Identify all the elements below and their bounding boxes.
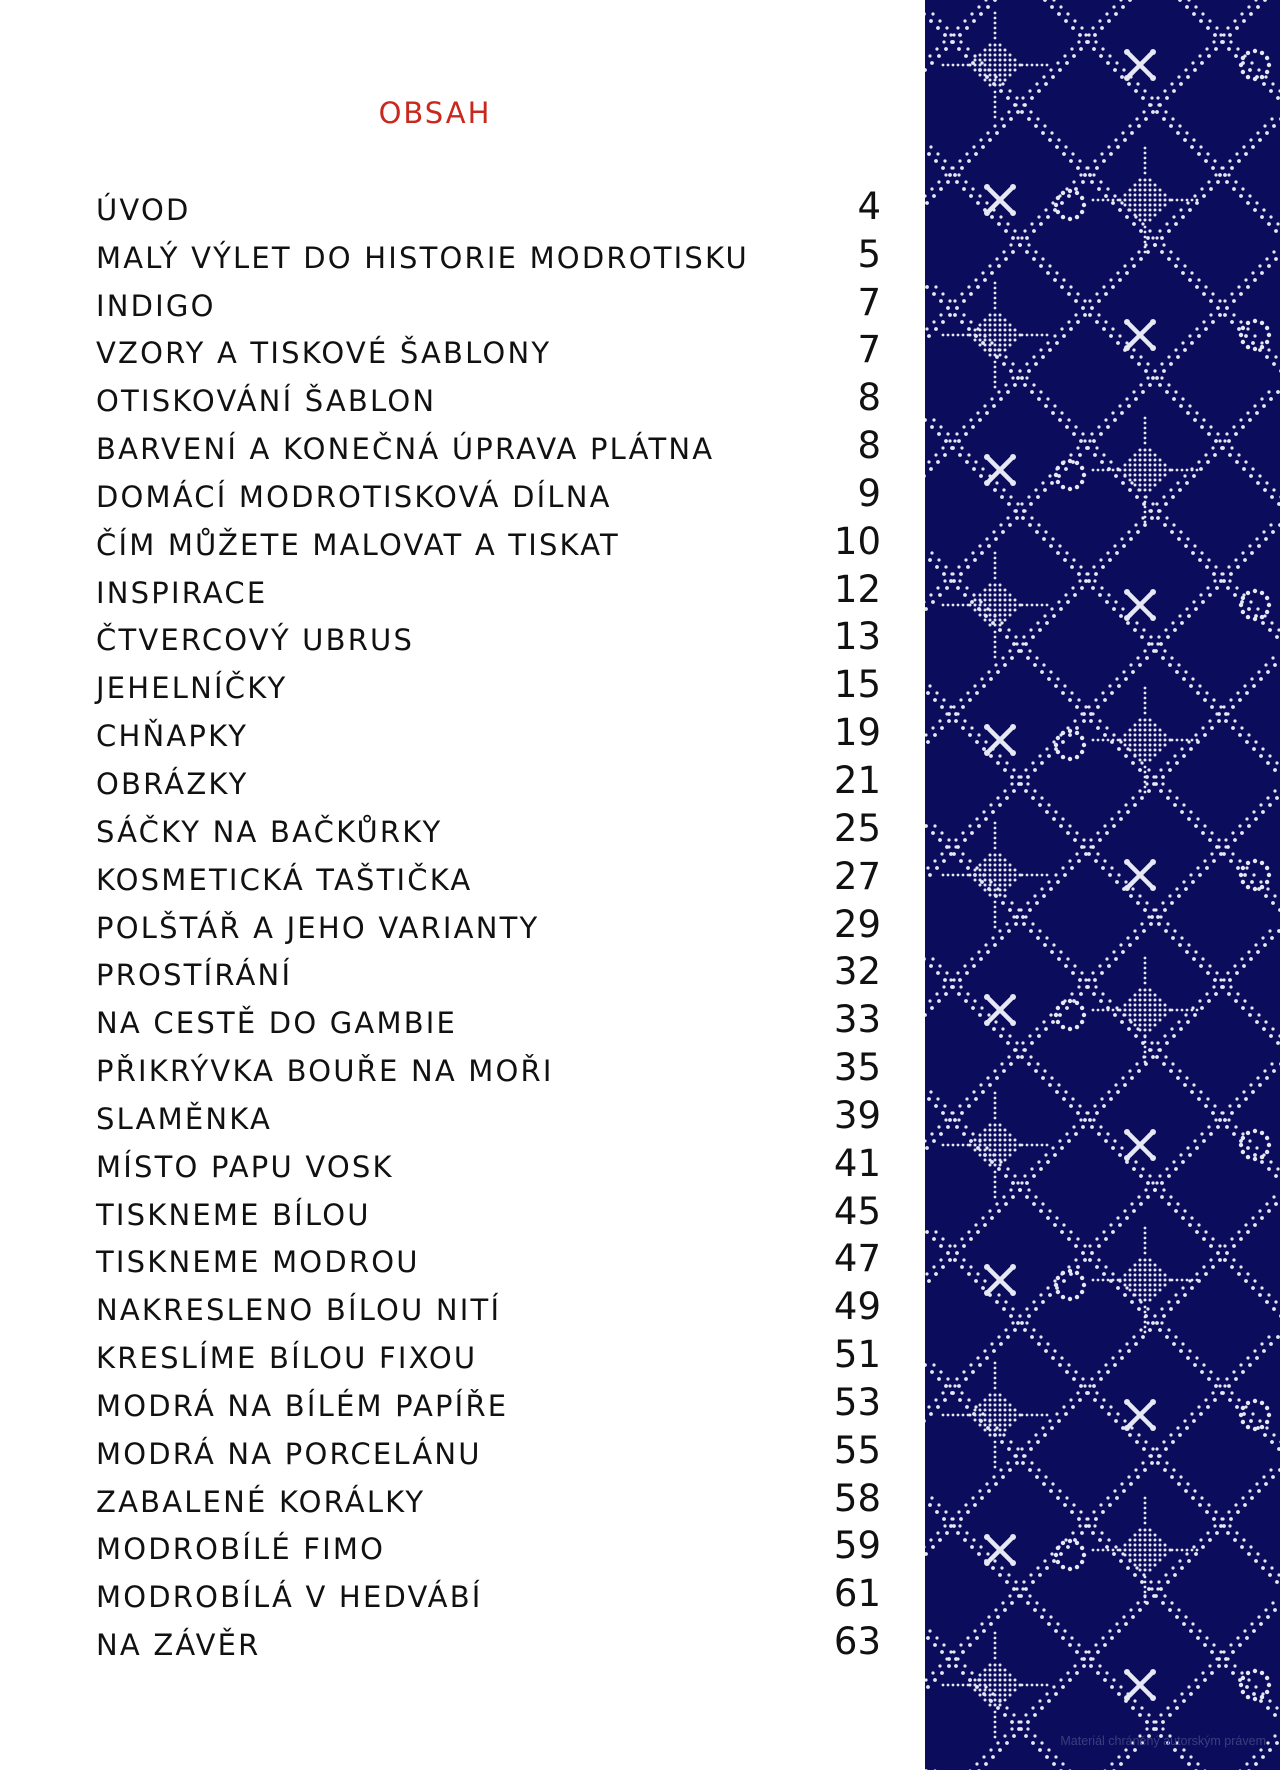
toc-entry-label: OBRÁZKY xyxy=(96,766,249,801)
toc-entry-label: SÁČKY NA BAČKŮRKY xyxy=(96,814,443,849)
toc-entry-label: MODROBÍLÉ FIMO xyxy=(96,1532,386,1567)
toc-entry-page-number: 27 xyxy=(833,854,881,898)
toc-entry xyxy=(96,1521,881,1569)
toc-entry xyxy=(96,1186,881,1234)
toc-entry xyxy=(96,1138,881,1186)
cross-icon xyxy=(984,1534,1016,1566)
blueprint-pattern-graphic xyxy=(925,0,1280,1770)
toc-entry-label: PŘIKRÝVKA BOUŘE NA MOŘI xyxy=(96,1054,554,1089)
toc-entry-page-number: 63 xyxy=(833,1620,881,1664)
toc-entry xyxy=(96,1473,881,1521)
toc-entry xyxy=(96,1568,881,1616)
toc-entry xyxy=(96,1234,881,1282)
toc-entry-label: TISKNEME BÍLOU xyxy=(96,1197,371,1232)
toc-entry xyxy=(96,707,881,755)
toc-entry-page-number: 9 xyxy=(857,471,881,515)
toc-entry-label: PROSTÍRÁNÍ xyxy=(96,958,293,993)
toc-entry xyxy=(96,372,881,420)
cross-icon xyxy=(1124,319,1156,351)
toc-entry-page-number: 61 xyxy=(833,1572,881,1616)
toc-entry xyxy=(96,420,881,468)
cross-icon xyxy=(1124,589,1156,621)
toc-entry-label: SLAMĚNKA xyxy=(96,1101,273,1136)
toc-entry xyxy=(96,899,881,947)
indigo-pattern-strip xyxy=(925,0,1280,1770)
cross-icon xyxy=(1124,1669,1156,1701)
toc-entry-label: NA ZÁVĚR xyxy=(96,1628,261,1663)
toc-entry-page-number: 15 xyxy=(833,663,881,707)
toc-entry xyxy=(96,994,881,1042)
toc-entry xyxy=(96,468,881,516)
star-flower-icon xyxy=(1092,957,1199,1064)
toc-list xyxy=(96,181,881,1664)
toc-entry-label: TISKNEME MODROU xyxy=(96,1245,420,1280)
toc-entry-label: ČÍM MŮŽETE MALOVAT A TISKAT xyxy=(96,527,620,562)
star-flower-icon xyxy=(1092,1227,1199,1334)
toc-entry-page-number: 47 xyxy=(833,1237,881,1281)
toc-entry-label: MODROBÍLÁ V HEDVÁBÍ xyxy=(96,1580,483,1615)
toc-entry-label: MODRÁ NA PORCELÁNU xyxy=(96,1436,482,1471)
star-flower-icon xyxy=(942,1092,1049,1199)
toc-entry-label: BARVENÍ A KONEČNÁ ÚPRAVA PLÁTNA xyxy=(96,432,715,467)
toc-entry-label: ÚVOD xyxy=(96,192,191,227)
toc-entry-page-number: 19 xyxy=(833,711,881,755)
toc-entry xyxy=(96,1616,881,1664)
toc-entry-page-number: 21 xyxy=(833,758,881,802)
toc-entry-page-number: 45 xyxy=(833,1189,881,1233)
toc-entry-label: KRESLÍME BÍLOU FIXOU xyxy=(96,1341,478,1376)
toc-entry xyxy=(96,1090,881,1138)
toc-entry-label: POLŠTÁŘ A JEHO VARIANTY xyxy=(96,910,540,945)
cross-icon xyxy=(984,1264,1016,1296)
toc-entry xyxy=(96,564,881,612)
toc-entry-label: NAKRESLENO BÍLOU NITÍ xyxy=(96,1293,502,1328)
toc-entry-page-number: 29 xyxy=(833,902,881,946)
toc-entry-page-number: 13 xyxy=(833,615,881,659)
toc-entry xyxy=(96,947,881,995)
toc-entry-page-number: 33 xyxy=(833,998,881,1042)
toc-entry xyxy=(96,1377,881,1425)
toc-entry-page-number: 10 xyxy=(833,519,881,563)
toc-entry-page-number: 7 xyxy=(857,328,881,372)
toc-entry-page-number: 25 xyxy=(833,806,881,850)
toc-entry xyxy=(96,325,881,373)
toc-entry xyxy=(96,851,881,899)
toc-entry-label: NA CESTĚ DO GAMBIE xyxy=(96,1006,458,1041)
cross-icon xyxy=(1124,859,1156,891)
toc-entry xyxy=(96,516,881,564)
star-flower-icon xyxy=(942,1632,1049,1739)
toc-entry-page-number: 8 xyxy=(857,376,881,420)
toc-entry-label: KOSMETICKÁ TAŠTIČKA xyxy=(96,862,473,897)
toc-entry xyxy=(96,277,881,325)
toc-entry-page-number: 8 xyxy=(857,424,881,468)
toc-entry-page-number: 55 xyxy=(833,1428,881,1472)
toc-entry-label: MALÝ VÝLET DO HISTORIE MODROTISKU xyxy=(96,240,749,275)
toc-entry xyxy=(96,755,881,803)
toc-entry-page-number: 4 xyxy=(857,184,881,228)
toc-entry-label: DOMÁCÍ MODROTISKOVÁ DÍLNA xyxy=(96,479,612,514)
cross-icon xyxy=(984,724,1016,756)
star-flower-icon xyxy=(1092,687,1199,794)
copyright-notice: Materiál chráněný autorským právem xyxy=(1060,1734,1266,1748)
toc-entry xyxy=(96,659,881,707)
toc-entry xyxy=(96,612,881,660)
toc-entry-label: INDIGO xyxy=(96,288,216,323)
dot-ring-icon xyxy=(1239,1669,1271,1701)
toc-entry-page-number: 35 xyxy=(833,1046,881,1090)
toc-heading: OBSAH xyxy=(378,96,492,130)
toc-entry-page-number: 32 xyxy=(833,950,881,994)
toc-entry-page-number: 59 xyxy=(833,1524,881,1568)
toc-entry-page-number: 51 xyxy=(833,1333,881,1377)
dot-ring-icon xyxy=(1054,1539,1086,1571)
toc-entry-label: ČTVERCOVÝ UBRUS xyxy=(96,623,415,658)
toc-entry-page-number: 53 xyxy=(833,1380,881,1424)
toc-entry-label: ZABALENÉ KORÁLKY xyxy=(96,1484,426,1519)
star-flower-icon xyxy=(942,822,1049,929)
toc-entry-label: MODRÁ NA BÍLÉM PAPÍŘE xyxy=(96,1388,509,1423)
toc-entry-page-number: 49 xyxy=(833,1285,881,1329)
cross-icon xyxy=(1124,1399,1156,1431)
toc-entry-label: VZORY A TISKOVÉ ŠABLONY xyxy=(96,336,552,371)
toc-entry-page-number: 41 xyxy=(833,1141,881,1185)
toc-entry xyxy=(96,181,881,229)
star-flower-icon xyxy=(942,282,1049,389)
cross-icon xyxy=(984,184,1016,216)
star-flower-icon xyxy=(1092,147,1199,254)
toc-entry-label: MÍSTO PAPU VOSK xyxy=(96,1149,394,1184)
cross-icon xyxy=(1124,1129,1156,1161)
toc-entry xyxy=(96,1425,881,1473)
toc-entry xyxy=(96,1329,881,1377)
star-flower-icon xyxy=(1092,417,1199,524)
toc-entry-label: OTISKOVÁNÍ ŠABLON xyxy=(96,384,437,419)
dot-ring-icon xyxy=(1054,189,1086,221)
cross-icon xyxy=(984,454,1016,486)
toc-entry-label: INSPIRACE xyxy=(96,575,268,610)
toc-entry-page-number: 12 xyxy=(833,567,881,611)
star-flower-icon xyxy=(1092,1497,1199,1604)
cross-icon xyxy=(984,994,1016,1026)
cross-icon xyxy=(1124,49,1156,81)
toc-entry-label: JEHELNÍČKY xyxy=(96,671,288,706)
toc-entry-page-number: 7 xyxy=(857,280,881,324)
toc-entry xyxy=(96,803,881,851)
toc-entry-label: CHŇAPKY xyxy=(96,719,249,754)
toc-entry-page-number: 5 xyxy=(857,232,881,276)
toc-entry-page-number: 58 xyxy=(833,1476,881,1520)
toc-entry xyxy=(96,1281,881,1329)
toc-entry xyxy=(96,229,881,277)
toc-entry xyxy=(96,1042,881,1090)
toc-entry-page-number: 39 xyxy=(833,1093,881,1137)
